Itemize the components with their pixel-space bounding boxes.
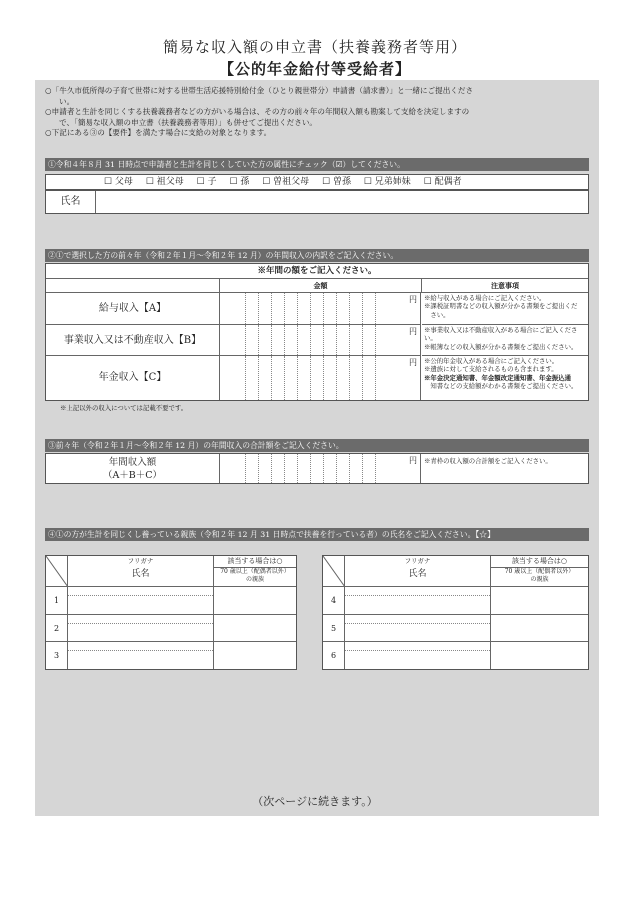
yen-unit: 円 — [409, 327, 417, 336]
yen-unit: 円 — [409, 456, 417, 465]
row-number: 3 — [46, 642, 68, 669]
business-notes — [422, 325, 588, 356]
header-furigana: フリガナ — [404, 557, 431, 565]
yen-unit: 円 — [409, 358, 417, 367]
dependent-name-field[interactable] — [345, 587, 491, 615]
row-number: 2 — [46, 615, 68, 642]
instruction-line: ○申請者と生計を同じくする扶養義務者などの方がいる場合は、その方の前々年の年間収入額も勘案して支給を決定しますの — [45, 107, 470, 117]
row-number: 6 — [323, 642, 345, 669]
instruction-line: ○「牛久市低所得の子育て世帯に対する世帯生活応援特別給付金（ひとり親世帯分）申請書（請求書）」と一緒にご提出くださ — [45, 86, 474, 95]
header-check — [491, 556, 588, 587]
header-corner — [46, 556, 68, 587]
checkbox-grandchild[interactable]: ☐ 孫 — [229, 177, 250, 187]
note-line: ※給与収入がある場合にご記入ください。 — [424, 294, 546, 302]
yen-unit: 円 — [409, 295, 417, 304]
checkbox-parents[interactable]: ☐ 父母 — [104, 177, 133, 187]
dependents-table-right — [322, 555, 589, 670]
dependent-name-field[interactable] — [345, 642, 491, 669]
note-line: ※帳簿などの収入額が分かる書類をご提出ください。 — [424, 342, 578, 351]
row-label-pension: 年金収入【C】 — [46, 356, 220, 400]
dependent-check-field[interactable] — [491, 642, 588, 669]
column-header-amount: 金額 — [220, 279, 422, 293]
header-check-sub1: 70 歳以上（配偶者以外） — [504, 568, 575, 575]
form-subtitle: 【公的年金給付等受給者】 — [218, 60, 411, 78]
checkbox-great-grandparents[interactable]: ☐ 曽祖父母 — [262, 177, 310, 187]
note-line: ※公的年金収入がある場合にご記入ください。 — [424, 357, 559, 365]
header-check-title: 該当する場合は○ — [214, 556, 296, 568]
dependents-table-left — [45, 555, 297, 670]
header-name-label: 氏名 — [131, 569, 150, 579]
total-income-label-line1: 年間収入額 — [108, 457, 157, 468]
header-name — [68, 556, 214, 587]
instruction-line: い。 — [59, 96, 75, 106]
note-line: ※事業収入又は不動産収入がある場合にご記入ください。 — [424, 326, 578, 343]
dependent-check-field[interactable] — [491, 615, 588, 642]
section2-header: ②①で選択した方の前々年（令和２年１月～令和２年 12 月）の年間収入の内訳をご記入ください。 — [45, 249, 589, 262]
column-header-notes: 注意事項 — [422, 279, 588, 293]
row-number: 4 — [323, 587, 345, 615]
checkbox-spouse[interactable]: ☐ 配偶者 — [423, 177, 462, 187]
dependent-check-field[interactable] — [214, 587, 296, 615]
header-name — [345, 556, 491, 587]
salary-notes — [422, 293, 588, 325]
checkbox-child[interactable]: ☐ 子 — [196, 177, 217, 187]
note-line: ※課税証明書などの収入額が分かる書類をご提出くだ — [424, 302, 578, 311]
total-income-label — [46, 454, 220, 483]
header-check-sub2: の親族 — [530, 575, 549, 583]
row-label-salary: 給与収入【A】 — [46, 293, 220, 325]
checkbox-great-grandchild[interactable]: ☐ 曽孫 — [322, 177, 351, 187]
total-income-table — [45, 453, 589, 484]
table-banner: ※年間の額をご記入ください。 — [46, 264, 588, 279]
pension-amount-input[interactable] — [220, 356, 421, 400]
business-amount-input[interactable] — [220, 325, 421, 356]
dependent-name-field[interactable] — [68, 642, 214, 669]
section4-header: ④①の方が生計を同じくし養っている親族（令和２年 12 月 31 日時点で扶養を行っている者）の氏名をご記入ください。【☆】 — [45, 528, 589, 541]
note-line: ※遺族に対して支給されるものも含まれます。 — [424, 365, 558, 374]
section3-header: ③前々年（令和２年１月～令和２年 12 月）の年間収入の合計額をご記入ください。 — [45, 439, 589, 452]
dependent-name-field[interactable] — [345, 615, 491, 642]
header-check — [214, 556, 296, 587]
checkbox-grandparents[interactable]: ☐ 祖父母 — [145, 177, 184, 187]
total-income-label-line2: （A＋B＋C） — [102, 470, 163, 481]
header-name-label: 氏名 — [408, 569, 427, 579]
instruction-line: で、「簡易な収入額の申立書（扶養義務者等用）」も併せてご提出ください。 — [59, 117, 318, 127]
dependent-name-field[interactable] — [68, 587, 214, 615]
note-line: ※年金決定通知書、年金額改定通知書、年金振込通 — [424, 373, 571, 382]
income-breakdown-table — [45, 263, 589, 401]
income-footnote: ※上記以外の収入については記載不要です。 — [60, 404, 188, 412]
name-row — [45, 190, 589, 214]
total-income-note: ※青枠の収入額の合計額をご記入ください。 — [424, 457, 552, 465]
pension-notes — [422, 356, 588, 400]
header-check-sub2: の親族 — [245, 575, 264, 583]
name-field[interactable] — [97, 191, 588, 213]
checkbox-siblings[interactable]: ☐ 兄弟姉妹 — [363, 177, 411, 187]
note-line: さい。 — [424, 310, 450, 319]
header-check-title: 該当する場合は○ — [491, 556, 588, 568]
continued-notice: （次ページに続きます。） — [252, 795, 378, 808]
name-label: 氏名 — [46, 191, 96, 213]
relation-checkbox-row — [45, 174, 589, 190]
note-line: 知書などの支給額がわかる書類をご提出ください。 — [424, 382, 578, 391]
dependent-name-field[interactable] — [68, 615, 214, 642]
section1-header: ①令和４年８月 31 日時点で申請者と生計を同じくしていた方の属性にチェック（☑）してください。 — [45, 158, 589, 171]
header-corner — [323, 556, 345, 587]
row-number: 1 — [46, 587, 68, 615]
instruction-line: ○下記にある③の【要件】を満たす場合に支給の対象となります。 — [45, 128, 272, 138]
instructions — [45, 86, 589, 139]
dependent-check-field[interactable] — [214, 615, 296, 642]
row-label-business: 事業収入又は不動産収入【B】 — [46, 325, 220, 356]
form-title: 簡易な収入額の申立書（扶養義務者等用） — [162, 38, 467, 56]
column-header-blank — [46, 279, 220, 293]
header-check-sub1: 70 歳以上（配偶者以外） — [220, 568, 290, 575]
dependent-check-field[interactable] — [214, 642, 296, 669]
row-number: 5 — [323, 615, 345, 642]
header-furigana: フリガナ — [127, 557, 154, 565]
dependent-check-field[interactable] — [491, 587, 588, 615]
total-income-input[interactable] — [220, 454, 421, 483]
salary-amount-input[interactable] — [220, 293, 421, 325]
